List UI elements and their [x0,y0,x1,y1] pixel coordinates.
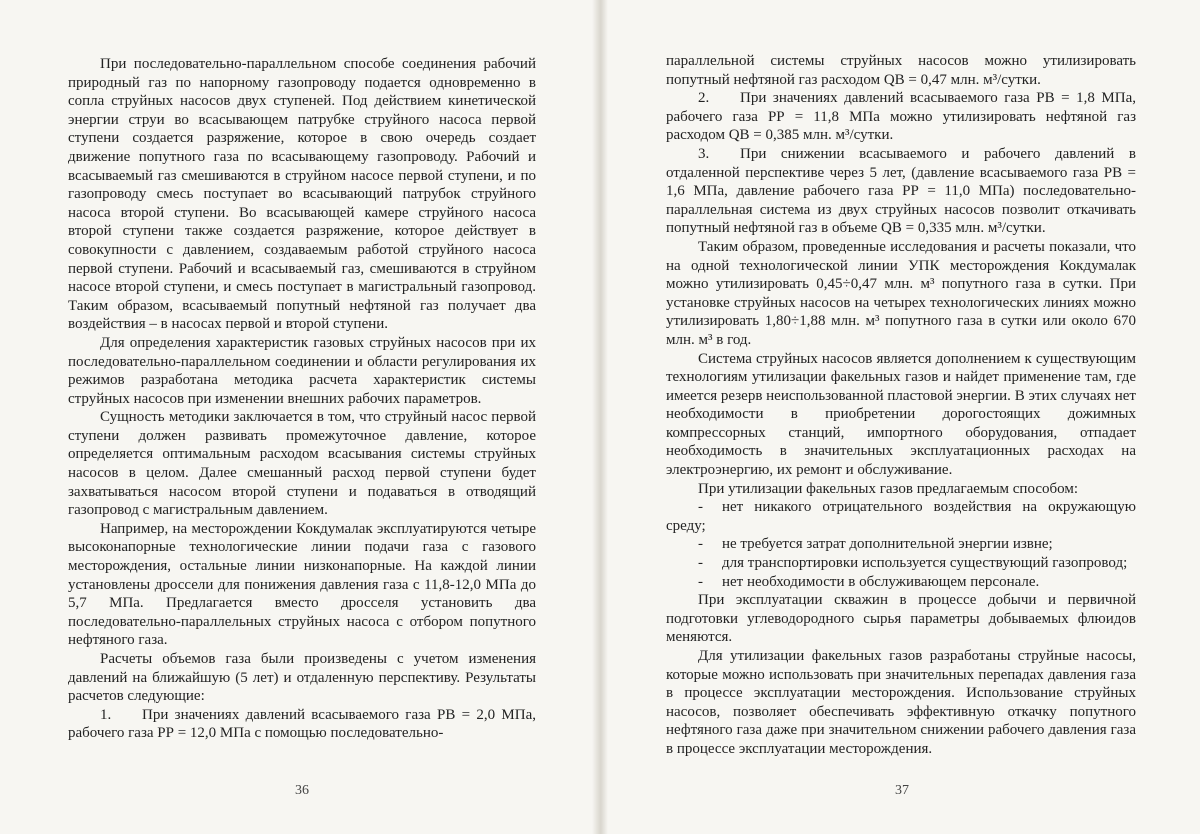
paragraph: При эксплуатации скважин в процессе добычи и первичной подготовки углеводородного сырья параметры добываемых флюидов меняются. [666,592,1136,646]
item-text: При значениях давлений всасываемого газа PВ = 1,8 МПа, рабочего газа PР = 11,8 МПа можно утилизировать нефтяной газ расходом QВ = 0,385 млн. м³/сутки. [666,90,1136,144]
list-item [666,554,1136,573]
list-item-text: нет никакого отрицательного воздействия на окружающую среду; [666,499,1136,534]
item-text: При снижении всасываемого и рабочего давлений в отдаленной перспективе через 5 лет, (давление всасываемого газа PВ = 1,6 МПа, давление рабочего газа PР = 11,0 МПа) последовательно-параллельная система из двух струйных насосов позволит откачивать попутный нефтяной газ в объеме QВ = 0,335 млн. м³/сутки. [666,145,1136,237]
paragraph: Расчеты объемов газа были произведены с учетом изменения давлений на ближайшую (5 лет) и отдаленную перспективу. Результаты расчетов следующие: [68,651,536,705]
paragraph: Для утилизации факельных газов разработаны струйные насосы, которые можно использовать при значительных перепадах давления газа в процессе эксплуатации месторождения. Использование струйных насосов, позволяет обеспечивать эффективную откачку попутного нефтяного газа даже при значительном снижении рабочего давления газа в процессе эксплуатации месторождения. [666,648,1136,757]
dash-marker: - [698,573,703,590]
page-number: 37 [895,783,909,798]
paragraph: Для определения характеристик газовых струйных насосов при их последовательно-параллельном соединении и области регулирования их режимов разработана методика расчета характеристик системы струйных насосов при изменении внешних рабочих параметров. [68,334,536,407]
list-intro: При утилизации факельных газов предлагаемым способом: [698,480,1078,497]
item-number: 1. [100,706,112,723]
continuation-text: параллельной системы струйных насосов можно утилизировать попутный нефтяной газ расходом QВ = 0,47 млн. м³/сутки. [666,53,1136,88]
paragraph: Таким образом, проведенные исследования и расчеты показали, что на одной технологической линии УПК месторождения Кокдумалак можно утилизировать 0,45÷0,47 млн. м³ попутного газа в сутки. При установке струйных насосов на четырех технологических линиях можно утилизировать 1,80÷1,88 млн. м³ попутного газа в сутки или около 670 млн. м³ в год. [666,238,1136,348]
right-text-column [666,52,1136,759]
dash-marker: - [698,555,703,572]
item-number: 3. [698,145,710,162]
paragraph: При последовательно-параллельном способе соединения рабочий природный газ по напорному газопроводу подается одновременно в сопла струйных насосов двух ступеней. Под действием кинетической энергии струи во всасывающем патрубке струйного насоса первой ступени создается разряжение, которое в свою очередь создает движение попутного газа по всасывающему газопроводу. Рабочий и всасываемый газ смешиваются в струйном насосе первой ступени, и по газопроводу смесь поступает во всасывающий патрубок струйного насоса второй ступени. Во всасывающей камере струйного насоса второй ступени также создается разряжение, которое действует в совокупности с давлением, создаваемым работой струйного насоса первой ступени. Рабочий и всасываемый газ, смешиваются в струйном насосе второй ступени, и смесь поступает в магистральный газопровод. Таким образом, всасываемый попутный нефтяной газ получает два воздействия – в насосах первой и второй ступени. [68,56,536,333]
list-item-text: не требуется затрат дополнительной энергии извне; [722,536,1053,553]
paragraph: Сущность методики заключается в том, что струйный насос первой ступени должен развивать промежуточное давление, которое определяется оптимальным расходом всасывания системы струйных насосов в целом. Далее смешанный расход первой ступени будет захватываться насосом второй ступени и подаваться в отводящий газопровод с магистральным давлением. [68,409,536,519]
numbered-item-3 [666,145,1136,238]
list-item [666,535,1136,554]
list-item-text: нет необходимости в обслуживающем персонале. [722,573,1040,590]
list-item [666,498,1136,535]
book-gutter [592,0,608,834]
numbered-item-1 [68,706,536,743]
paragraph: Например, на месторождении Кокдумалак эксплуатируются четыре высоконапорные технологические линии подачи газа с газового месторождения, остальные линии низконапорные. На каждой линии установлены дроссели для понижения давления газа с 11,8-12,0 МПа до 5,7 МПа. Предлагается вместо дросселя установить два последовательно-параллельных струйных насоса с отбором попутного нефтяного газа. [68,520,536,649]
left-text-column [68,55,536,743]
list-item [666,573,1136,592]
item-number: 2. [698,90,710,107]
right-page [600,0,1200,834]
page-number: 36 [295,783,309,798]
paragraph: Система струйных насосов является дополнением к существующим технологиям утилизации факельных газов и найдет применение там, где имеется резерв неиспользованной пластовой энергии. В этих случаях нет необходимости в приобретении дорогостоящих дожимных компрессорных станций, импортного оборудования, отпадает необходимость в значительных эксплуатационных расходах на электроэнергию, их ремонт и обслуживание. [666,350,1136,479]
dash-marker: - [698,499,703,516]
list-item-text: для транспортировки используется существующий газопровод; [722,555,1128,572]
numbered-item-2 [666,89,1136,145]
dash-marker: - [698,536,703,553]
item-text: При значениях давлений всасываемого газа PВ = 2,0 МПа, рабочего газа PР = 12,0 МПа с помощью последовательно- [68,706,536,742]
bullet-list [666,498,1136,591]
